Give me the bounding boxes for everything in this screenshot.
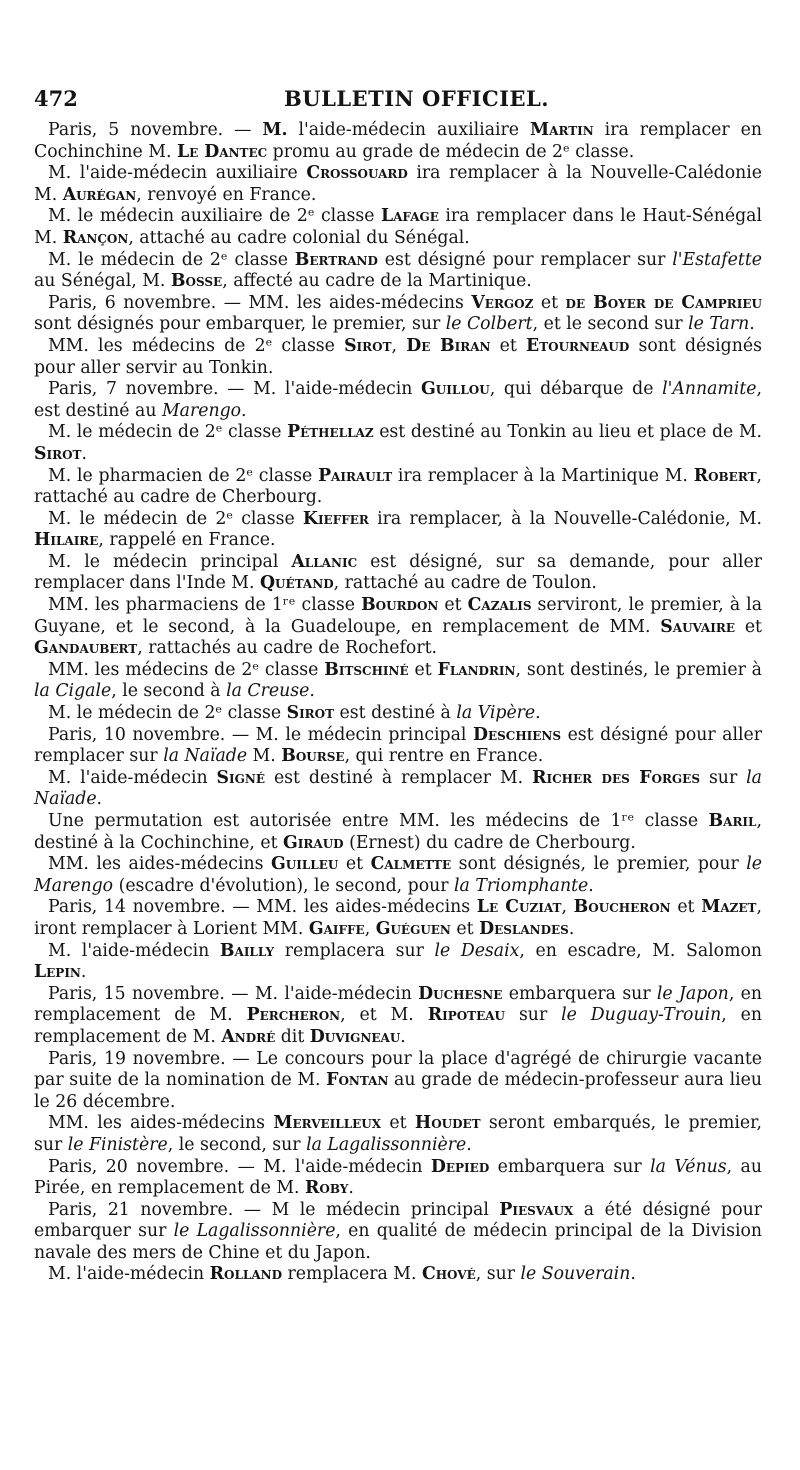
text-run: au grade de médecin-professeur aura lieu le 26 décembre. bbox=[34, 1070, 762, 1112]
person-name: De Biran bbox=[406, 335, 491, 356]
paragraph bbox=[34, 725, 762, 768]
text-run: est désigné, sur sa demande, pour aller remplacer dans l'Inde M. bbox=[34, 551, 762, 594]
text-run: Paris, 19 novembre. — Le concours pour la place d'agrégé de chirurgie vacante par suite de la nomination de M. bbox=[34, 1048, 762, 1091]
text-run: . bbox=[630, 1264, 636, 1285]
text-run: . bbox=[309, 681, 315, 702]
text-run: , en remplacement de M. bbox=[34, 1005, 762, 1047]
text-run: , en remplacement de M. bbox=[34, 983, 763, 1026]
text-run: M. le médecin de 2ᵉ classe bbox=[48, 508, 303, 529]
person-name: Depied bbox=[430, 1156, 490, 1177]
text-run: Paris, 7 novembre. — M. l'aide-médecin bbox=[48, 379, 422, 400]
text-run: , en qualité de médecin principal de la Division navale des mers de Chine et du Japon. bbox=[34, 1221, 763, 1263]
text-run: . bbox=[96, 789, 103, 810]
person-name: Guéguen bbox=[375, 918, 451, 939]
running-title: BULLETIN OFFICIEL. bbox=[284, 86, 550, 111]
text-run: M. le médecin de 2ᵉ classe bbox=[48, 703, 287, 724]
ship-name: le Marengo bbox=[34, 854, 762, 896]
ship-name: le Souverain bbox=[520, 1264, 631, 1285]
text-run: (escadre d'évolution), le second, pour bbox=[113, 875, 455, 896]
text-run: est destiné à remplacer M. bbox=[265, 767, 533, 788]
text-run: sont désignés, le premier, pour bbox=[451, 854, 747, 875]
paragraph bbox=[34, 1264, 762, 1286]
text-run: , et M. bbox=[340, 1005, 428, 1026]
person-name: Rolland bbox=[209, 1264, 283, 1285]
person-name: Martin bbox=[530, 120, 594, 140]
ship-name: le Japon bbox=[656, 983, 729, 1004]
text-run: et bbox=[381, 1113, 415, 1134]
ship-name: la Triomphante bbox=[454, 875, 589, 896]
ship-name: le Colbert bbox=[445, 314, 533, 335]
paragraph bbox=[34, 509, 762, 552]
person-name: Le Cuziat bbox=[476, 897, 562, 918]
person-name: Bertrand bbox=[294, 249, 378, 270]
paragraph bbox=[34, 941, 762, 984]
person-name: Boucheron bbox=[573, 897, 671, 918]
text-run: serviront, le premier, à la Guyane, et le second, à la Guadeloupe, en remplacement de MM. bbox=[34, 595, 762, 637]
text-run: . bbox=[588, 875, 594, 896]
text-run: , attaché au cadre colonial du Sénégal. bbox=[128, 227, 470, 248]
text-run: , rattaché au cadre de Toulon. bbox=[333, 573, 597, 594]
paragraph bbox=[34, 552, 762, 595]
person-name: Hilaire bbox=[34, 530, 99, 551]
person-name: Ripoteau bbox=[427, 1005, 506, 1026]
text-run: MM. les pharmaciens de 1ʳᵉ classe bbox=[48, 595, 362, 616]
person-name: Robert bbox=[693, 465, 757, 486]
person-name: Bailly bbox=[219, 940, 275, 961]
paragraph bbox=[34, 897, 762, 940]
text-run: au Sénégal, M. bbox=[34, 271, 171, 292]
text-run: sont désignés pour aller servir au Tonkin. bbox=[34, 335, 762, 378]
paragraph bbox=[34, 293, 762, 336]
text-run: , qui débarque de bbox=[489, 379, 663, 400]
text-run: et bbox=[450, 918, 480, 939]
paragraph bbox=[34, 660, 762, 703]
paragraph bbox=[34, 768, 762, 811]
text-run: . bbox=[348, 1178, 354, 1199]
text-run: ira remplacer à la Nouvelle-Calédonie M. bbox=[34, 163, 762, 205]
person-name: Gaiffe bbox=[308, 918, 365, 939]
ship-name: l'Estafette bbox=[672, 249, 763, 270]
paragraph bbox=[34, 811, 762, 854]
text-run: MM. les aides-médecins bbox=[48, 854, 272, 875]
ship-name: la Cigale bbox=[34, 681, 112, 702]
text-run: et bbox=[533, 292, 566, 313]
person-name: Guilleu bbox=[271, 854, 339, 875]
person-name: Fontan bbox=[326, 1070, 389, 1091]
person-name: Deslandes bbox=[479, 918, 569, 939]
person-name: Baril bbox=[708, 811, 757, 831]
person-name: Flandrin bbox=[437, 659, 516, 680]
text-run: embarquera sur bbox=[502, 983, 657, 1004]
text-run: , rattaché au cadre de Cherbourg. bbox=[34, 465, 763, 508]
paragraph bbox=[34, 1200, 762, 1265]
text-run: et bbox=[338, 854, 371, 875]
text-run: est destiné au Tonkin au lieu et place de M. bbox=[373, 422, 763, 443]
person-name: Deschiens bbox=[472, 724, 562, 745]
text-run: M. le médecin auxiliaire de 2ᵉ classe bbox=[48, 206, 381, 227]
person-name: Allanic bbox=[291, 551, 358, 572]
text-run: M. l'aide-médecin bbox=[48, 1264, 210, 1285]
person-name: Crossouard bbox=[306, 163, 408, 184]
text-run: sont désignés pour embarquer, le premier, sur bbox=[34, 314, 446, 335]
person-name: Lafage bbox=[380, 206, 439, 227]
paragraph bbox=[34, 984, 762, 1049]
text-run: Paris, 5 novembre. — bbox=[48, 120, 263, 140]
ship-name: l'Annamite bbox=[662, 379, 757, 400]
person-name: Sirot bbox=[34, 443, 82, 464]
paragraph bbox=[34, 1157, 762, 1200]
person-name: Etourneaud bbox=[526, 335, 630, 356]
paragraph bbox=[34, 206, 762, 249]
person-name: Cazalis bbox=[467, 595, 532, 616]
person-name: Péthellaz bbox=[287, 422, 374, 443]
text-run: . bbox=[466, 1134, 472, 1155]
text-run: est désigné pour remplacer sur bbox=[377, 249, 673, 270]
text-run: Paris, 10 novembre. — M. le médecin principal bbox=[48, 724, 473, 745]
text-run: , affecté au cadre de la Martinique. bbox=[222, 271, 532, 292]
text-run: , rappelé en France. bbox=[98, 530, 276, 551]
person-name: Pairault bbox=[318, 465, 393, 486]
text-run: , iront remplacer à Lorient MM. bbox=[34, 897, 762, 939]
text-run: et bbox=[670, 897, 702, 918]
text-run: , destiné à la Cochinchine, et bbox=[34, 811, 762, 853]
text-run: et bbox=[408, 659, 438, 680]
text-run: . bbox=[81, 443, 87, 464]
text-run: est désigné pour aller remplacer sur bbox=[34, 724, 762, 767]
text-run: remplacera sur bbox=[274, 940, 435, 961]
person-name: Bosse bbox=[170, 271, 223, 292]
person-name: Kieffer bbox=[302, 508, 369, 529]
text-run: et bbox=[490, 335, 527, 356]
person-name: Gandaubert bbox=[34, 638, 138, 659]
text-run: M. l'aide-médecin bbox=[48, 767, 217, 788]
article-body bbox=[34, 120, 762, 1286]
paragraph bbox=[34, 120, 762, 163]
text-run: . bbox=[241, 400, 247, 421]
text-run: M. le médecin de 2ᵉ classe bbox=[48, 249, 295, 270]
text-run: M. bbox=[247, 746, 282, 767]
text-run: sur bbox=[505, 1005, 562, 1026]
person-name: Quétand bbox=[259, 573, 334, 594]
text-run: ira remplacer dans le Haut-Sénégal M. bbox=[34, 206, 762, 248]
text-run: dit bbox=[275, 1026, 310, 1047]
paragraph bbox=[34, 422, 762, 465]
person-name: Sirot bbox=[286, 703, 335, 724]
text-run: M. le médecin de 2ᵉ classe bbox=[48, 422, 288, 443]
text-run: , est destiné au bbox=[34, 379, 762, 421]
text-run: , rattachés au cadre de Rochefort. bbox=[137, 638, 438, 659]
text-run: , en escadre, M. Salomon bbox=[519, 940, 763, 961]
paragraph bbox=[34, 466, 762, 509]
paragraph bbox=[34, 595, 762, 660]
text-run: M. l'aide-médecin bbox=[48, 940, 220, 961]
text-run: ira remplacer, à la Nouvelle-Calédonie, M. bbox=[368, 508, 762, 529]
person-name: Roby bbox=[305, 1178, 349, 1199]
text-run: MM. les médecins de 2ᵉ classe bbox=[48, 659, 325, 680]
text-run: . bbox=[568, 918, 575, 939]
ship-name: le Desaix bbox=[434, 940, 520, 961]
text-run: et bbox=[438, 595, 468, 616]
person-name: Rançon bbox=[62, 227, 129, 248]
text-run: sur bbox=[700, 767, 747, 788]
text-run: a été désigné pour embarquer sur bbox=[34, 1199, 762, 1242]
text-run: Paris, 20 novembre. — M. l'aide-médecin bbox=[48, 1156, 431, 1177]
text-run: M. le pharmacien de 2ᵉ classe bbox=[48, 465, 319, 486]
text-run: remplacera M. bbox=[282, 1264, 422, 1285]
person-name: Chové bbox=[421, 1264, 476, 1285]
text-run: MM. les aides-médecins bbox=[48, 1113, 274, 1134]
person-name: Sauvaire bbox=[660, 616, 735, 637]
person-name: Aurégan bbox=[62, 184, 137, 205]
person-name: Duchesne bbox=[418, 983, 503, 1004]
page-header bbox=[34, 86, 762, 120]
person-name: Duvigneau bbox=[309, 1026, 401, 1047]
text-run: M. l'aide-médecin auxiliaire bbox=[48, 163, 307, 184]
ship-name: le Duguay-Trouin bbox=[561, 1005, 722, 1026]
text-run: , renvoyé en France. bbox=[136, 184, 317, 205]
ship-name: le Tarn bbox=[688, 314, 750, 335]
person-name: André bbox=[221, 1026, 276, 1047]
person-name: Bourse bbox=[281, 746, 345, 767]
person-name: Houdet bbox=[414, 1113, 481, 1134]
text-run: , bbox=[391, 335, 407, 356]
paragraph bbox=[34, 250, 762, 293]
ship-name: le Lagalissonnière bbox=[173, 1221, 336, 1242]
text-run: . bbox=[535, 703, 541, 724]
person-name: Guillou bbox=[421, 379, 490, 400]
text-run: . bbox=[749, 314, 755, 335]
text-run: Paris, 6 novembre. — MM. les aides-médecins bbox=[48, 292, 472, 313]
ship-name: la Lagalissonnière bbox=[306, 1134, 467, 1155]
text-run: , le second à bbox=[111, 681, 227, 702]
person-name: Calmette bbox=[370, 854, 452, 875]
text-run: , sont destinés, le premier à bbox=[515, 659, 762, 680]
person-name: Mazet bbox=[701, 897, 757, 918]
text-run: , qui rentre en France. bbox=[344, 746, 544, 767]
ship-name: la Creuse bbox=[226, 681, 310, 702]
text-run: (Ernest) du cadre de Cherbourg. bbox=[343, 832, 636, 853]
paragraph bbox=[34, 1113, 762, 1156]
person-name: Bitschiné bbox=[324, 659, 409, 680]
ship-name: la Naïade bbox=[163, 746, 248, 767]
text-run: ira remplacer à la Martinique M. bbox=[392, 465, 694, 486]
person-name: Bourdon bbox=[361, 595, 439, 616]
text-run: M. le médecin principal bbox=[48, 551, 292, 572]
text-run: embarquera sur bbox=[489, 1156, 651, 1177]
person-name: Merveilleux bbox=[273, 1113, 382, 1134]
text-run: M. bbox=[262, 120, 288, 140]
paragraph bbox=[34, 336, 762, 379]
text-run: Paris, 14 novembre. — MM. les aides-médecins bbox=[48, 897, 477, 918]
text-run: , bbox=[561, 897, 574, 918]
paragraph bbox=[34, 1049, 762, 1114]
person-name: Lepin bbox=[34, 962, 81, 983]
person-name: Richer des Forges bbox=[532, 767, 700, 788]
paragraph bbox=[34, 854, 762, 897]
text-run: , bbox=[364, 918, 376, 939]
text-run: Une permutation est autorisée entre MM. les médecins de 1ʳᵉ classe bbox=[48, 811, 709, 831]
text-run: MM. les médecins de 2ᵉ classe bbox=[48, 335, 345, 356]
text-run: Paris, 15 novembre. — M. l'aide-médecin bbox=[48, 983, 419, 1004]
text-run: seront embarqués, le premier, sur bbox=[34, 1113, 762, 1155]
person-name: Le Dantec bbox=[176, 141, 268, 162]
paragraph bbox=[34, 163, 762, 206]
text-run: , le second, sur bbox=[167, 1134, 307, 1155]
text-run: Paris, 21 novembre. — M le médecin principal bbox=[48, 1199, 500, 1220]
text-run: promu au grade de médecin de 2ᵉ classe. bbox=[267, 141, 635, 162]
paragraph bbox=[34, 379, 762, 422]
text-run: . bbox=[400, 1026, 406, 1047]
person-name: Sirot bbox=[344, 335, 392, 356]
text-run: et bbox=[734, 616, 762, 637]
text-run: ira remplacer en Cochinchine M. bbox=[34, 120, 762, 162]
person-name: de Boyer de Camprieu bbox=[565, 292, 762, 313]
text-run: . bbox=[80, 962, 87, 983]
ship-name: la Vénus bbox=[650, 1156, 727, 1177]
ship-name: la Vipère bbox=[456, 703, 536, 724]
page-number: 472 bbox=[34, 86, 78, 111]
ship-name: Marengo bbox=[161, 400, 242, 421]
text-run: , et le second sur bbox=[532, 314, 689, 335]
text-run: , sur bbox=[475, 1264, 521, 1285]
person-name: Percheron bbox=[246, 1005, 341, 1026]
text-run: est destiné à bbox=[334, 703, 457, 724]
person-name: Signé bbox=[216, 767, 266, 788]
text-run: , au Pirée, en remplacement de M. bbox=[34, 1156, 762, 1199]
person-name: Vergoz bbox=[471, 292, 534, 313]
person-name: Piesvaux bbox=[499, 1199, 574, 1220]
paragraph bbox=[34, 703, 762, 725]
ship-name: le Finistère bbox=[67, 1134, 168, 1155]
text-run: l'aide-médecin auxiliaire bbox=[287, 120, 530, 140]
ship-name: la Naïade bbox=[34, 767, 762, 810]
person-name: Giraud bbox=[283, 832, 344, 853]
